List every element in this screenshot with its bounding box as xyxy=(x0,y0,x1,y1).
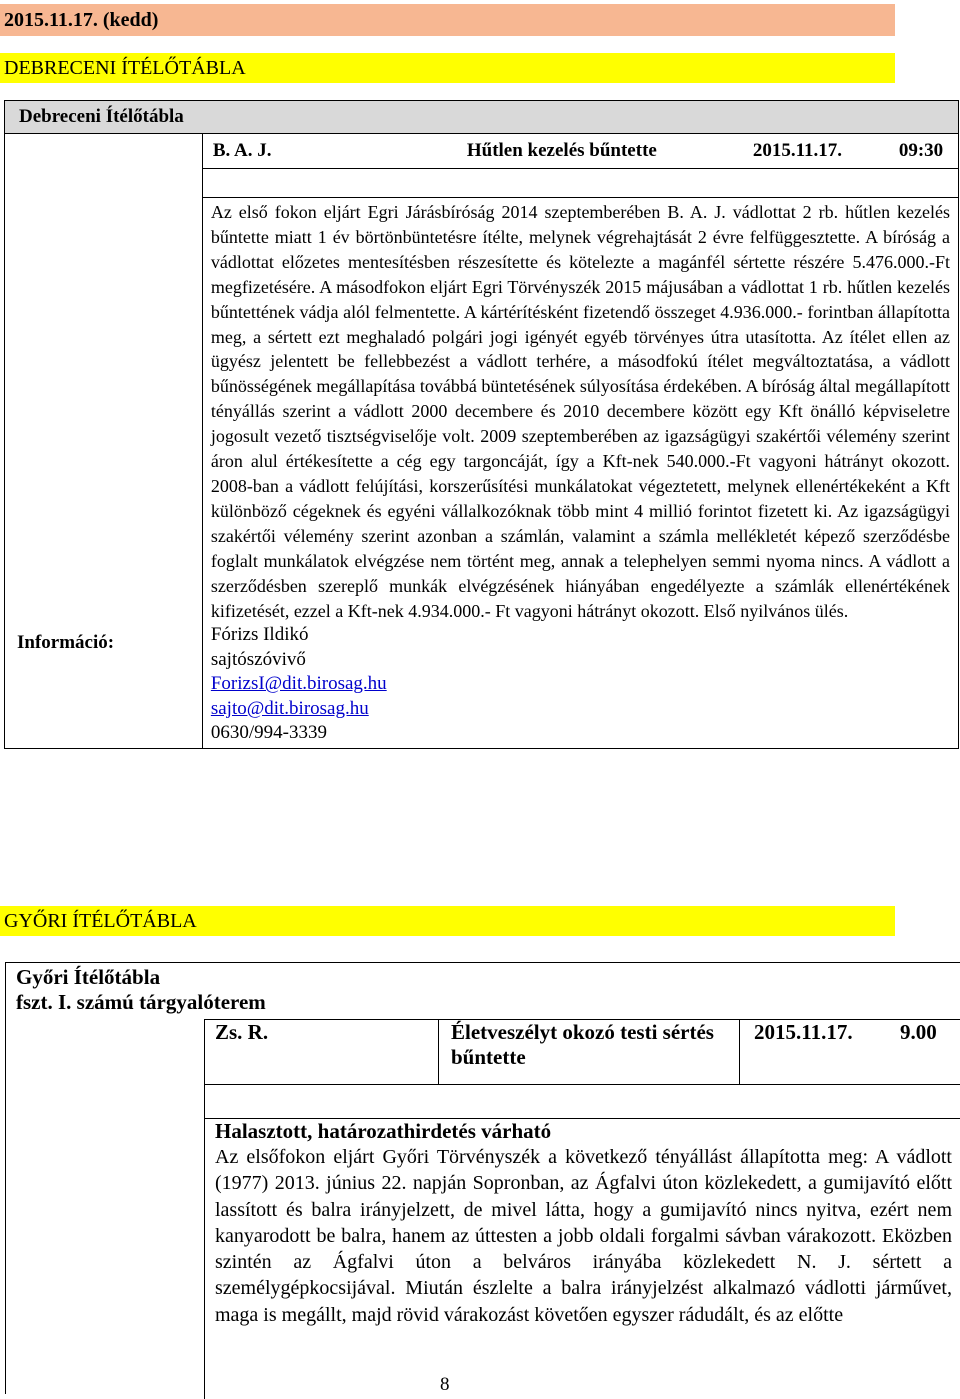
info-cell xyxy=(202,198,958,749)
defendant-gyor: Zs. R. xyxy=(215,1020,269,1044)
contact-name: Fórizs Ildikó xyxy=(210,624,309,646)
case-time: 09:30 xyxy=(898,140,944,161)
case-summary-row xyxy=(202,134,958,169)
offense: Hűtlen kezelés bűntette xyxy=(466,140,657,161)
defendant-cell xyxy=(204,1019,438,1085)
offense-cell xyxy=(438,1019,739,1085)
courtroom: fszt. I. számú tárgyalóterem xyxy=(16,990,266,1014)
case-box-gyor xyxy=(5,962,960,1394)
court-name-gyor: Győri Ítélőtábla xyxy=(16,965,161,989)
info-cell-gyor xyxy=(204,1118,960,1399)
date-header: 2015.11.17. (kedd) xyxy=(0,4,895,36)
datetime-cell xyxy=(739,1019,960,1085)
page-number: 8 xyxy=(440,1374,450,1395)
case-table-debrecen xyxy=(4,100,959,749)
court-heading-debrecen: DEBRECENI ÍTÉLŐTÁBLA xyxy=(0,53,895,83)
defendant: B. A. J. xyxy=(212,140,272,161)
email-link-2[interactable]: sajto@dit.birosag.hu xyxy=(210,697,369,719)
court-heading-gyor: GYŐRI ÍTÉLŐTÁBLA xyxy=(0,906,895,936)
label-cell-empty xyxy=(5,134,203,169)
contact-block xyxy=(203,623,958,748)
court-name: Debreceni Ítélőtábla xyxy=(5,101,959,134)
label-cell-empty2 xyxy=(5,169,203,198)
info-text: Az első fokon eljárt Egri Járásbíróság 2014 szeptemberében B. A. J. vádlottat 2 rb. hűtlen kezelés bűntette miatt 1 év börtönbüntetésre ítélte, melynek végrehajtását 2 évre felfüggesztette. A bíróság a vádlottat előzetes mentesítésben részesítette és kötelezte a magánfél sértette részére 5.476.000.-Ft megfizetésére. A másodfokon eljárt Egri Törvényszék 2015 májusában a vádlottat 1 rb. hűtlen kezelés bűntettének vádja alól felmentette. A kártérítésként fizetendő összeget 4.936.000.- forintban állapította meg, a sértett ezt meghaladó polgári jogi igényét egyéb törvényes útra utasította. Az ítélet ellen az ügyész jelentett be fellebbezést a vádlott terhére, a másodfokú ítélet megváltoztatása, a vádlott bűnösségének megállapítása továbbá büntetésének súlyosítása érdekében. A bíróság által megállapított tényállás szerint a vádlott 2000 decembere és 2010 decembere között egy Kft önálló képviseletre jogosult vezető tisztségviselője volt. 2009 szeptemberében az igazságügyi szakértői vélemény szerint áron alul értékesítette a cég egy targoncáját, így a Kft-nek 540.000.-Ft vagyoni hátrányt okozott. 2008-ban a vádlott felújítási, korszerűsítési munkálatokat végeztetett, melynek ellenértékeként a Kft különböző cégeknek és egyéni vállalkozóknak több mint 4 millió forintot fizetett ki. Az igazságügyi szakértői vélemény szerint azonban a számlán, valamint a számla mellékletét képező szerződésbe foglalt munkálatok elvégzése nem történt meg, annak a telephelyen semmi nyoma nincs. A vádlott a szerződésben szereplő munkák elvégzésének hiányában engedélyezte a számlák ellenértékének kifizetését, ezzel a Kft-nek 4.934.000.- Ft vagyoni hátrányt okozott. Első nyilvános ülés. xyxy=(210,202,950,621)
case-date: 2015.11.17. xyxy=(752,140,843,161)
blank-row-gyor xyxy=(204,1084,960,1119)
email-link-1[interactable]: ForizsI@dit.birosag.hu xyxy=(210,673,387,695)
info-label: Információ: xyxy=(5,198,203,749)
blank-row xyxy=(202,169,958,198)
contact-phone: 0630/994-3339 xyxy=(210,722,327,744)
case-status: Halasztott, határozathirdetés várható xyxy=(215,1119,552,1143)
contact-role: sajtószóvivő xyxy=(210,648,306,670)
info-text-gyor: Az elsőfokon eljárt Győri Törvényszék a következő tényállást állapította meg: A vádlott (1977) 2013. június 22. napján Sopronban, az Ágfalvi úton közlekedett, a gumijavító előtt lassított és balra irányjelzett, de mivel látta, hogy a gumijavító nincs nyitva, ezért nem kanyarodott be balra, hanem az úttesten a jobb oldali forgalmi sávban várakozott. Eközben szintén az Ágfalvi úton a belváros irányába közlekedett N. J. sértett a személygépkocsijával. Miután észlelte a balra irányjelzést alkalmazó vádlotti járművet, maga is megállt, majd rövid várakozást követően egyszer rádudált, és az előtte xyxy=(215,1146,952,1326)
case-time-gyor: 9.00 xyxy=(900,1020,937,1044)
offense-gyor: Életveszélyt okozó testi sértés bűntette xyxy=(451,1020,714,1069)
case-date-gyor: 2015.11.17. xyxy=(754,1020,853,1044)
